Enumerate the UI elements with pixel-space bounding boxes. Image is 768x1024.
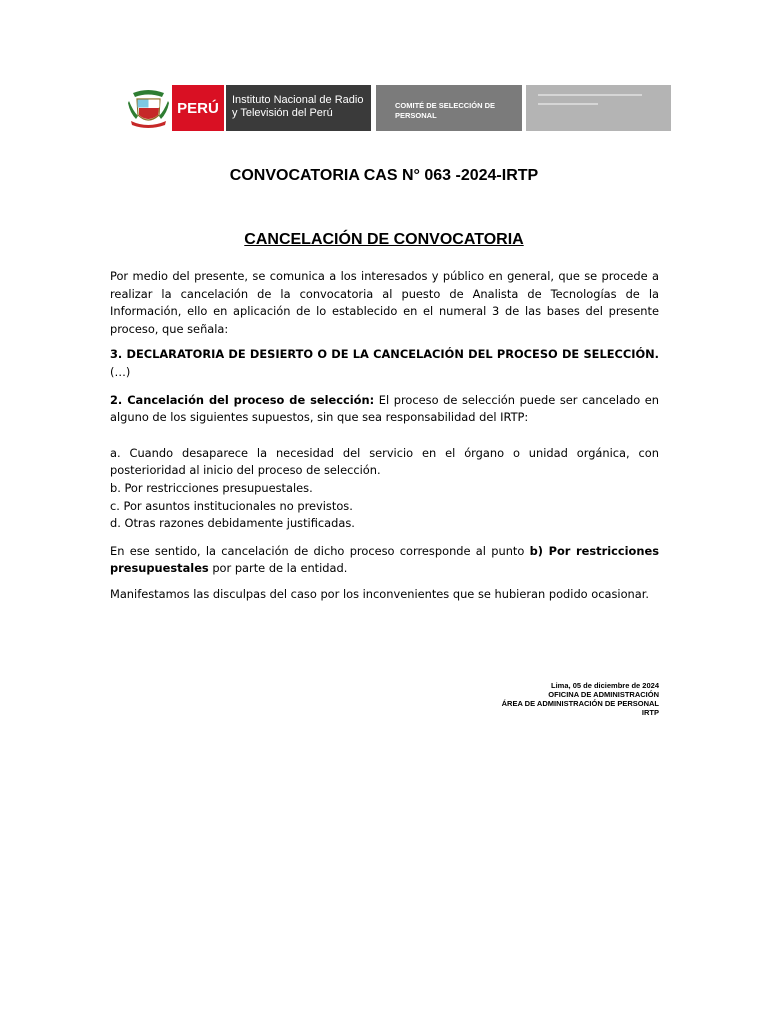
committee-line-1: COMITÉ DE SELECCIÓN DE	[395, 101, 496, 110]
signature-office: OFICINA DE ADMINISTRACIÓN	[548, 690, 659, 699]
letterhead	[127, 85, 671, 131]
conclusion-pre: En ese sentido, la cancelación de dicho proceso corresponde al punto	[110, 543, 530, 558]
institute-line-1: Instituto Nacional de Radio	[232, 94, 364, 106]
intro-paragraph: Por medio del presente, se comunica a los interesados y público en general, que se procede a realizar la cancelación de la convocatoria al puesto de Analista de Tecnologías de la Información, ello en aplicación de lo establecido en el numeral 3 de las bases del presente proceso, que señala:	[110, 269, 659, 336]
page-title: CONVOCATORIA CAS N° 063 -2024-IRTP	[229, 167, 539, 184]
subsection-text: El proceso de selección puede ser cancelado en alguno de los siguientes supuestos, sin que sea responsabilidad del IRTP:	[110, 392, 659, 425]
peru-label: PERÚ	[172, 85, 224, 131]
institute-name	[226, 85, 371, 131]
section-heading: 3. DECLARATORIA DE DESIERTO O DE LA CANCELACIÓN DEL PROCESO DE SELECCIÓN.	[110, 347, 659, 362]
list-item: a. Cuando desaparece la necesidad del servicio en el órgano o unidad orgánica, con posterioridad al inicio del proceso de selección.	[110, 445, 659, 478]
faint-text-line	[538, 94, 642, 96]
page-subtitle: CANCELACIÓN DE CONVOCATORIA	[244, 231, 524, 248]
section-heading-paragraph	[110, 346, 659, 381]
section-heading-suffix: (…)	[110, 364, 131, 379]
signature-date: Lima, 05 de diciembre de 2024	[551, 681, 659, 690]
signature-org: IRTP	[641, 708, 659, 717]
faint-header-block	[526, 85, 671, 131]
conclusion-paragraph	[110, 543, 659, 578]
conclusion-post: por parte de la entidad.	[208, 561, 348, 576]
document-body	[110, 268, 659, 604]
cases-list	[110, 445, 659, 533]
apology-paragraph: Manifestamos las disculpas del caso por los inconvenientes que se hubieran podido ocasionar.	[110, 586, 649, 601]
signature-area: ÁREA DE ADMINISTRACIÓN DE PERSONAL	[501, 699, 659, 708]
signature-block	[400, 681, 659, 717]
list-item: b. Por restricciones presupuestales.	[110, 480, 313, 495]
list-item: c. Por asuntos institucionales no previstos.	[110, 498, 353, 513]
list-item: d. Otras razones debidamente justificadas.	[110, 516, 355, 531]
institute-line-2: y Televisión del Perú	[232, 107, 333, 119]
committee-line-2: PERSONAL	[395, 111, 437, 120]
subsection-paragraph	[110, 392, 659, 427]
faint-text-line	[538, 103, 598, 105]
coat-of-arms-icon	[127, 85, 170, 131]
committee-label	[376, 85, 522, 131]
conclusion-bold: b) Por restricciones presupuestales	[110, 543, 659, 576]
subsection-heading: 2. Cancelación del proceso de selección:	[110, 392, 375, 407]
